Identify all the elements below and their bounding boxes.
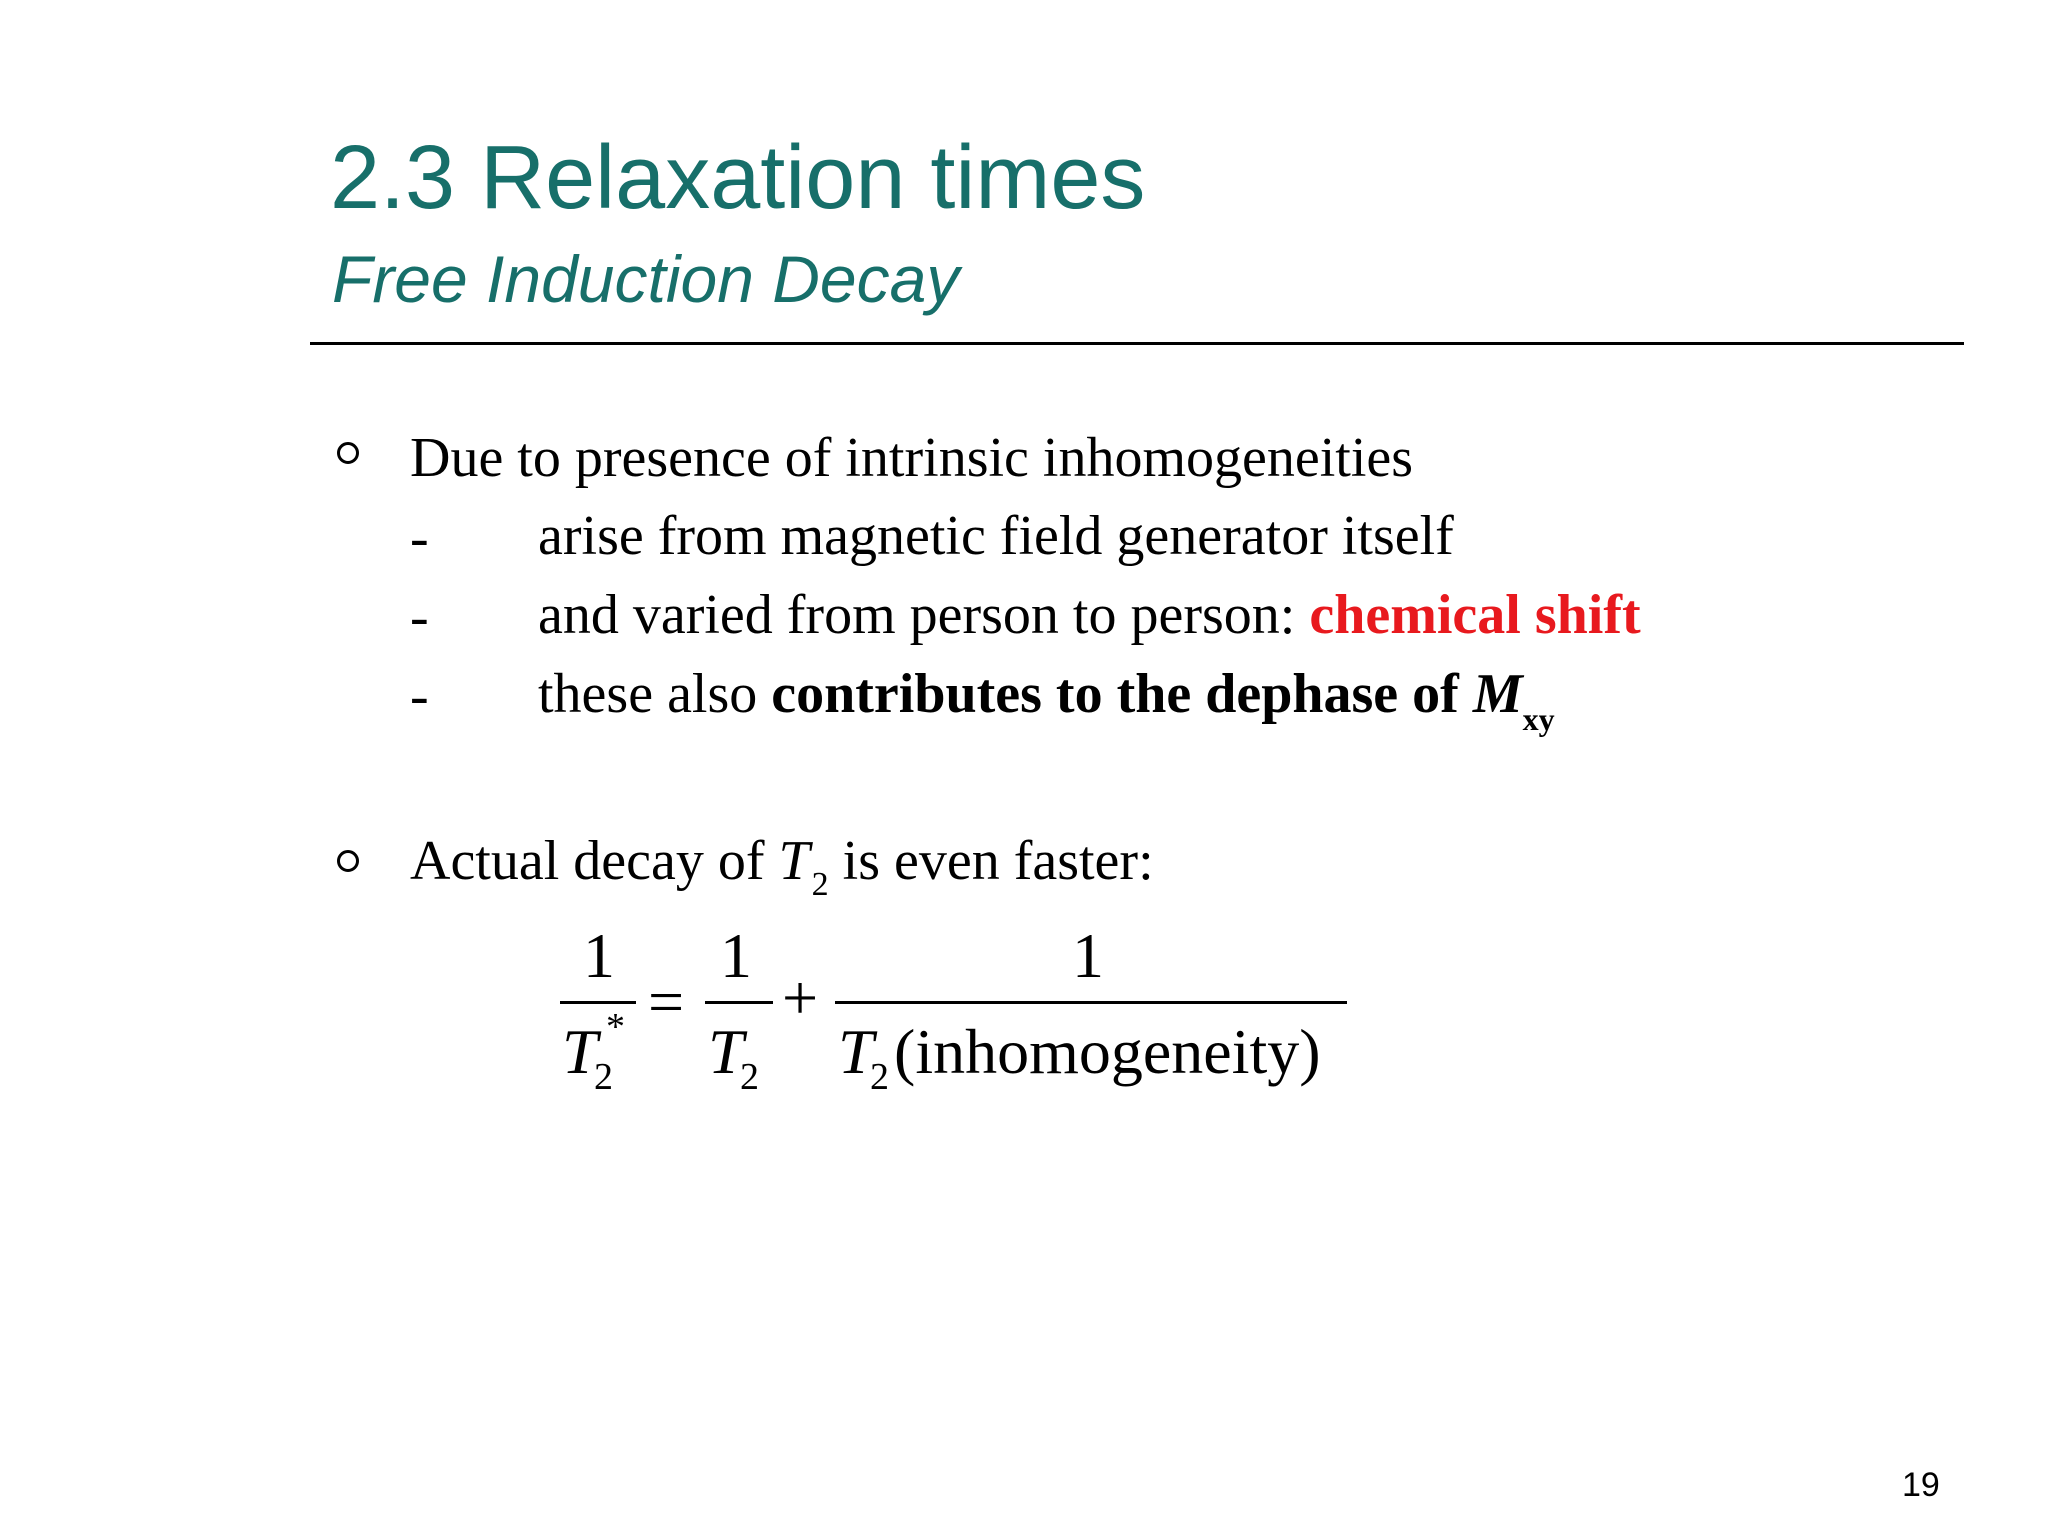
mxy-subscript: xy — [1522, 701, 1555, 737]
dash-3: - — [410, 665, 429, 727]
fraction-1-bar — [560, 1001, 636, 1004]
fraction-2-bar — [705, 1001, 773, 1004]
dash-1: - — [410, 507, 429, 569]
page-number: 19 — [1902, 1466, 1940, 1504]
dash-2: - — [410, 586, 429, 648]
sub-item-2 — [538, 584, 1641, 646]
bullet-2-text-after: is even faster: — [828, 830, 1154, 892]
fraction-2-denominator-symbol: T — [708, 1016, 744, 1087]
t2-symbol: T — [778, 830, 810, 892]
plus-sign: + — [782, 962, 819, 1033]
bullet-2 — [410, 830, 1154, 903]
bullet-1-text: Due to presence of intrinsic inhomogeneities — [410, 427, 1414, 489]
fraction-3-denominator-text: (inhomogeneity) — [894, 1016, 1321, 1087]
fraction-3-numerator: 1 — [1072, 920, 1104, 991]
sub-item-1-text: arise from magnetic field generator itself — [538, 505, 1454, 567]
sub-item-2-text: and varied from person to person: — [538, 584, 1310, 646]
sub-item-3-text: these also — [538, 663, 772, 725]
fraction-1-denominator-subscript: 2 — [594, 1056, 613, 1098]
chemical-shift-highlight: chemical shift — [1309, 584, 1641, 646]
fraction-3-denominator-subscript: 2 — [870, 1056, 889, 1098]
hollow-circle-bullet-icon — [337, 850, 359, 872]
sub-item-3 — [538, 663, 1555, 737]
equals-sign: = — [648, 966, 685, 1037]
fraction-1-denominator-superscript: * — [606, 1006, 625, 1048]
slide-title: 2.3 Relaxation times — [330, 128, 1146, 228]
fraction-1-numerator: 1 — [583, 920, 615, 991]
slide-subtitle: Free Induction Decay — [332, 242, 960, 316]
t2-subscript: 2 — [811, 866, 829, 903]
sub-item-3-bold-text: contributes to the dephase of — [771, 663, 1473, 725]
mxy-symbol: M — [1472, 663, 1523, 725]
fraction-2-denominator-subscript: 2 — [740, 1056, 759, 1098]
hollow-circle-bullet-icon — [337, 442, 359, 464]
fraction-3-denominator-symbol: T — [838, 1016, 874, 1087]
fraction-2-numerator: 1 — [720, 920, 752, 991]
bullet-2-text-before: Actual decay of — [410, 830, 779, 892]
title-divider — [310, 342, 1964, 345]
fraction-1-denominator-symbol: T — [562, 1016, 598, 1087]
fraction-3-bar — [835, 1001, 1347, 1004]
